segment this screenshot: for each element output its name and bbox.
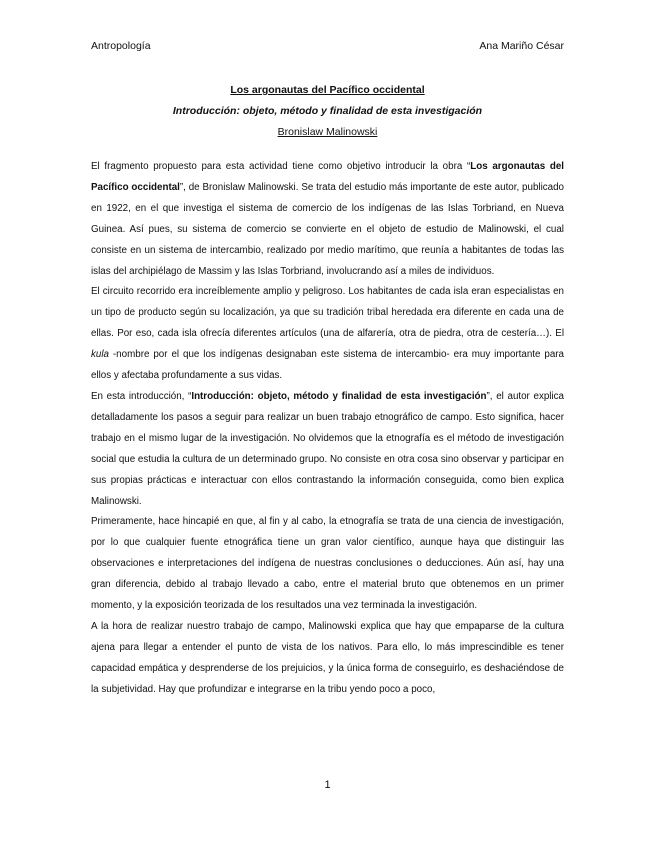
paragraph-3	[91, 387, 564, 512]
text-run: El fragmento propuesto para esta actividad tiene como objetivo introducir la obra “	[91, 161, 471, 172]
header-author: Ana Mariño César	[479, 40, 564, 52]
document-author: Bronislaw Malinowski	[277, 126, 378, 138]
text-run: -nombre por el que los indígenas designaban este sistema de intercambio- era muy importante para ellos y afectaba profundamente a sus vidas.	[91, 349, 564, 382]
text-run: ”, el autor explica detalladamente los pasos a seguir para realizar un buen trabajo etnográfico de campo. Esto significa, hacer trabajo en el mismo lugar de la investigación. No olvidemos que la etnografía es el método de investigación social que estudia la cultura de un determinado grupo. No consiste en otra cosa sino observar y participar en sus propias prácticas e interactuar con ellos contrastando la información conseguida, como bien explica Malinowski.	[91, 390, 564, 507]
paragraph-5: A la hora de realizar nuestro trabajo de campo, Malinowski explica que hay que empaparse de la cultura ajena para llegar a entender el punto de vista de los nativos. Para ello, lo más imprescindible es tener capacidad empática y desprenderse de los prejuicios, y la única forma de conseguirlo, es deshaciéndose de la subjetividad. Hay que profundizar e integrarse en la tribu yendo poco a poco,	[91, 620, 564, 695]
bold-run: Los argonautas del Pacífico occidental	[91, 161, 564, 193]
italic-run: kula	[91, 349, 109, 361]
paragraph-4: Primeramente, hace hincapié en que, al fin y al cabo, la etnografía se trata de una ciencia de investigación, por lo que cualquier fuente etnográfica tiene un gran valor científico, aunque haya que distinguir las observaciones e interpretaciones del indígena de nuestras conclusiones o deducciones. Aún así, hay una gran diferencia, debido al trabajo llevado a cabo, entre el material bruto que obtenemos en un primer momento, y la exposición teorizada de los resultados una vez terminada la investigación.	[91, 516, 564, 612]
paragraph-1	[91, 157, 564, 282]
header-subject: Antropología	[91, 40, 151, 52]
page-header	[91, 40, 564, 52]
document-title: Los argonautas del Pacífico occidental	[230, 84, 425, 96]
page-number: 1	[324, 779, 331, 791]
text-run: En esta introducción, “	[91, 390, 192, 402]
text-run: El circuito recorrido era increíblemente amplio y peligroso. Los habitantes de cada isla eran especialistas en un tipo de producto según su localización, ya que su tradición tribal heredada era diferente en cada una de ellas. Por eso, cada isla ofrecía diferentes artículos (una de alfarería, otra de piedra, otra de cestería…). El	[91, 286, 564, 340]
text-run: ”, de Bronislaw Malinowski. Se trata del estudio más importante de este autor, publicado en 1922, en el que investiga el sistema de comercio de los indígenas de las Islas Torbriand, en Nueva Guinea. Así pues, su sistema de comercio se convierte en el objeto de estudio de Malinowski, el cual consiste en un sistema de intercambio, realizado por medio marítimo, que reunía a habitantes de todas las islas del archipiélago de Massim y las Islas Torbriand, involucrando así a miles de individuos.	[91, 181, 564, 277]
document-body	[91, 157, 564, 701]
paragraph-2	[91, 282, 564, 387]
bold-run: Introducción: objeto, método y finalidad de esta investigación	[191, 390, 487, 402]
title-block	[91, 80, 564, 143]
document-subtitle: Introducción: objeto, método y finalidad de esta investigación	[172, 105, 483, 117]
